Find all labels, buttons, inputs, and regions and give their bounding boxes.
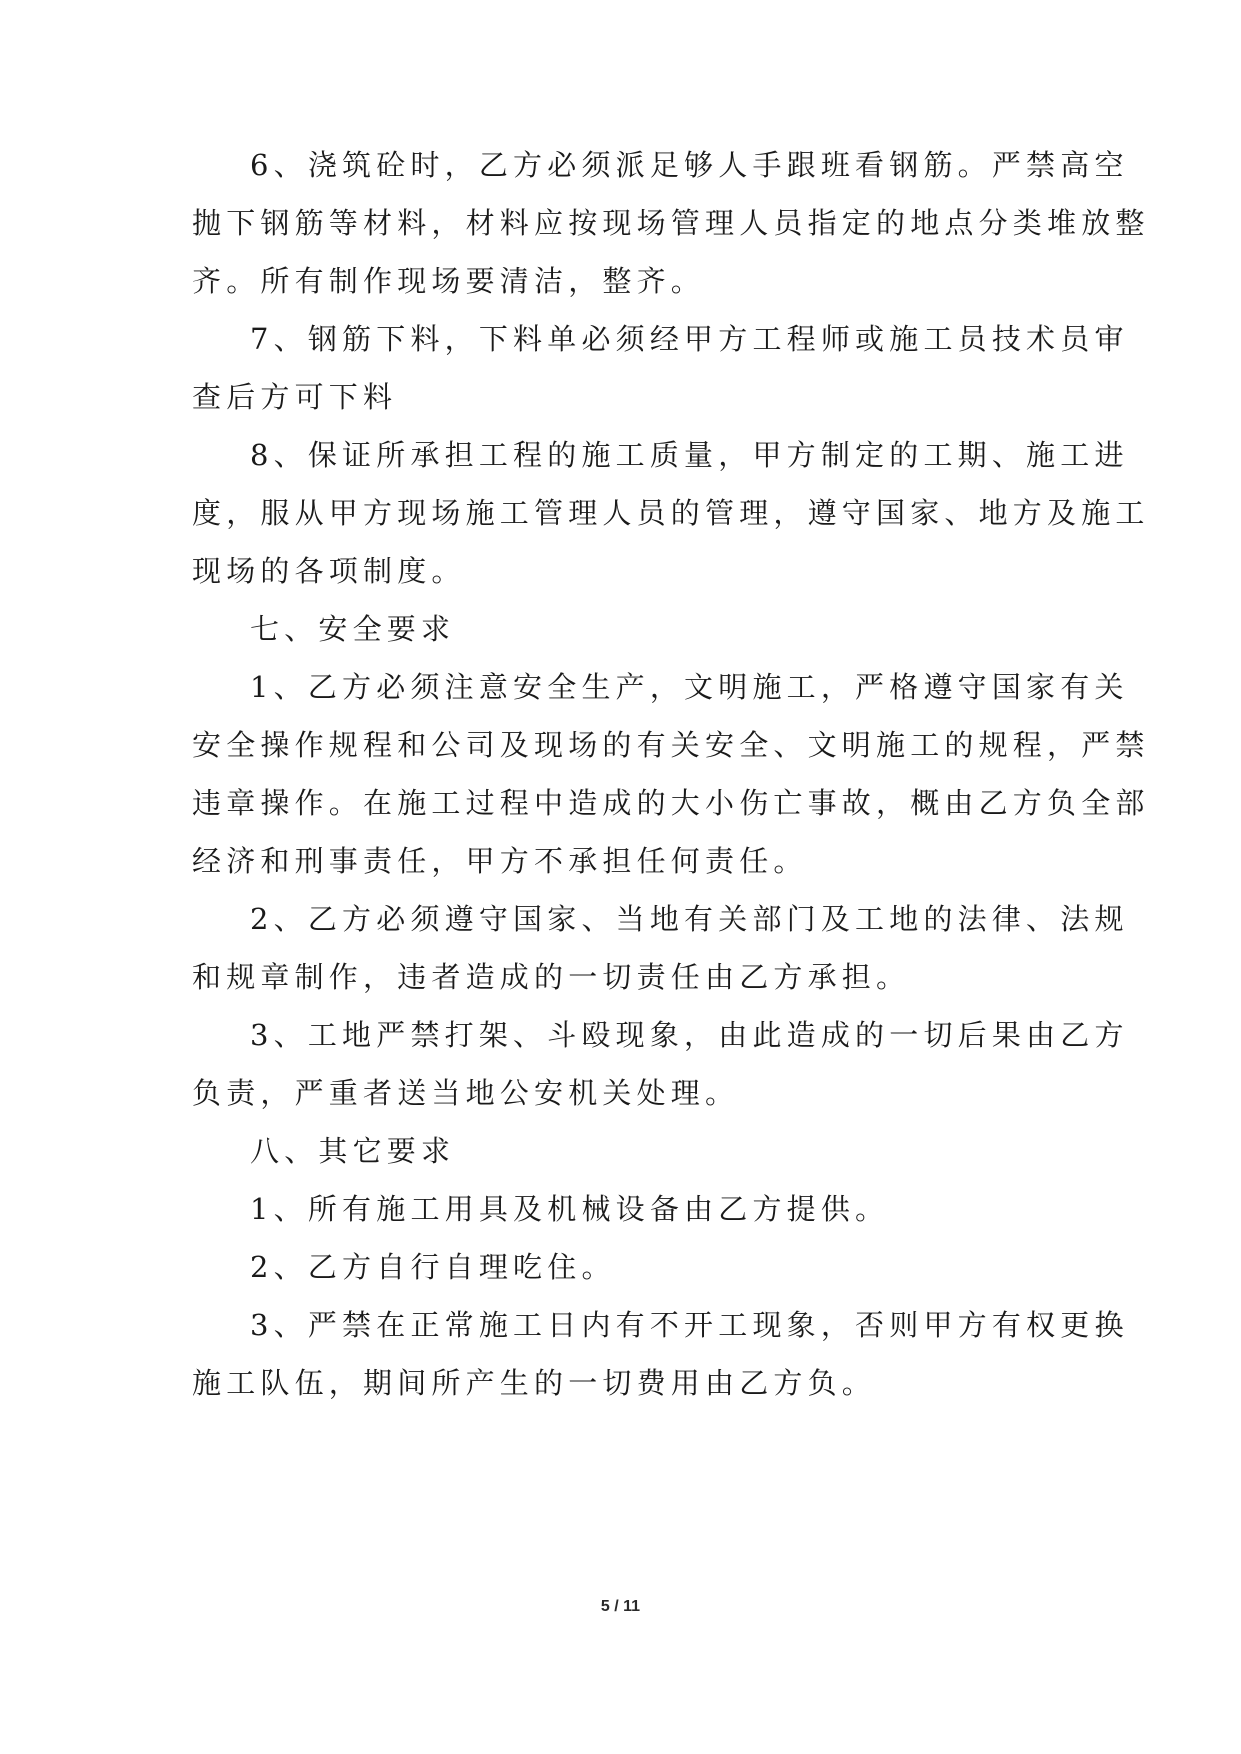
safety-paragraph-3-line-1: 3、工地严禁打架、斗殴现象，由此造成的一切后果由乙方 <box>250 1018 1129 1052</box>
paragraph-6-line-1: 6、浇筑砼时，乙方必须派足够人手跟班看钢筋。严禁高空 <box>250 148 1129 182</box>
safety-paragraph-1-line-1: 1、乙方必须注意安全生产，文明施工，严格遵守国家有关 <box>250 670 1129 704</box>
paragraph-6-line-3: 齐。所有制作现场要清洁，整齐。 <box>192 264 706 298</box>
paragraph-8-line-1: 8、保证所承担工程的施工质量，甲方制定的工期、施工进 <box>250 438 1129 472</box>
safety-paragraph-1-line-2: 安全操作规程和公司及现场的有关安全、文明施工的规程，严禁 <box>192 728 1150 762</box>
paragraph-7-line-2: 查后方可下料 <box>192 380 398 414</box>
safety-paragraph-1-line-3: 违章操作。在施工过程中造成的大小伤亡事故，概由乙方负全部 <box>192 786 1150 820</box>
safety-paragraph-3-line-2: 负责，严重者送当地公安机关处理。 <box>192 1076 740 1110</box>
safety-paragraph-1-line-4: 经济和刑事责任，甲方不承担任何责任。 <box>192 844 808 878</box>
other-paragraph-3-line-2: 施工队伍，期间所产生的一切费用由乙方负。 <box>192 1366 877 1400</box>
section-heading-safety: 七、安全要求 <box>250 612 456 646</box>
safety-paragraph-2-line-2: 和规章制作，违者造成的一切责任由乙方承担。 <box>192 960 911 994</box>
page-number: 5 / 11 <box>600 1598 641 1615</box>
other-paragraph-3-line-1: 3、严禁在正常施工日内有不开工现象，否则甲方有权更换 <box>250 1308 1129 1342</box>
safety-paragraph-2-line-1: 2、乙方必须遵守国家、当地有关部门及工地的法律、法规 <box>250 902 1129 936</box>
paragraph-7-line-1: 7、钢筋下料，下料单必须经甲方工程师或施工员技术员审 <box>250 322 1129 356</box>
other-paragraph-1: 1、所有施工用具及机械设备由乙方提供。 <box>250 1192 890 1226</box>
other-paragraph-2: 2、乙方自行自理吃住。 <box>250 1250 616 1284</box>
paragraph-6-line-2: 抛下钢筋等材料，材料应按现场管理人员指定的地点分类堆放整 <box>192 206 1150 240</box>
section-heading-other: 八、其它要求 <box>250 1134 456 1168</box>
paragraph-8-line-2: 度，服从甲方现场施工管理人员的管理，遵守国家、地方及施工 <box>192 496 1150 530</box>
paragraph-8-line-3: 现场的各项制度。 <box>192 554 466 588</box>
